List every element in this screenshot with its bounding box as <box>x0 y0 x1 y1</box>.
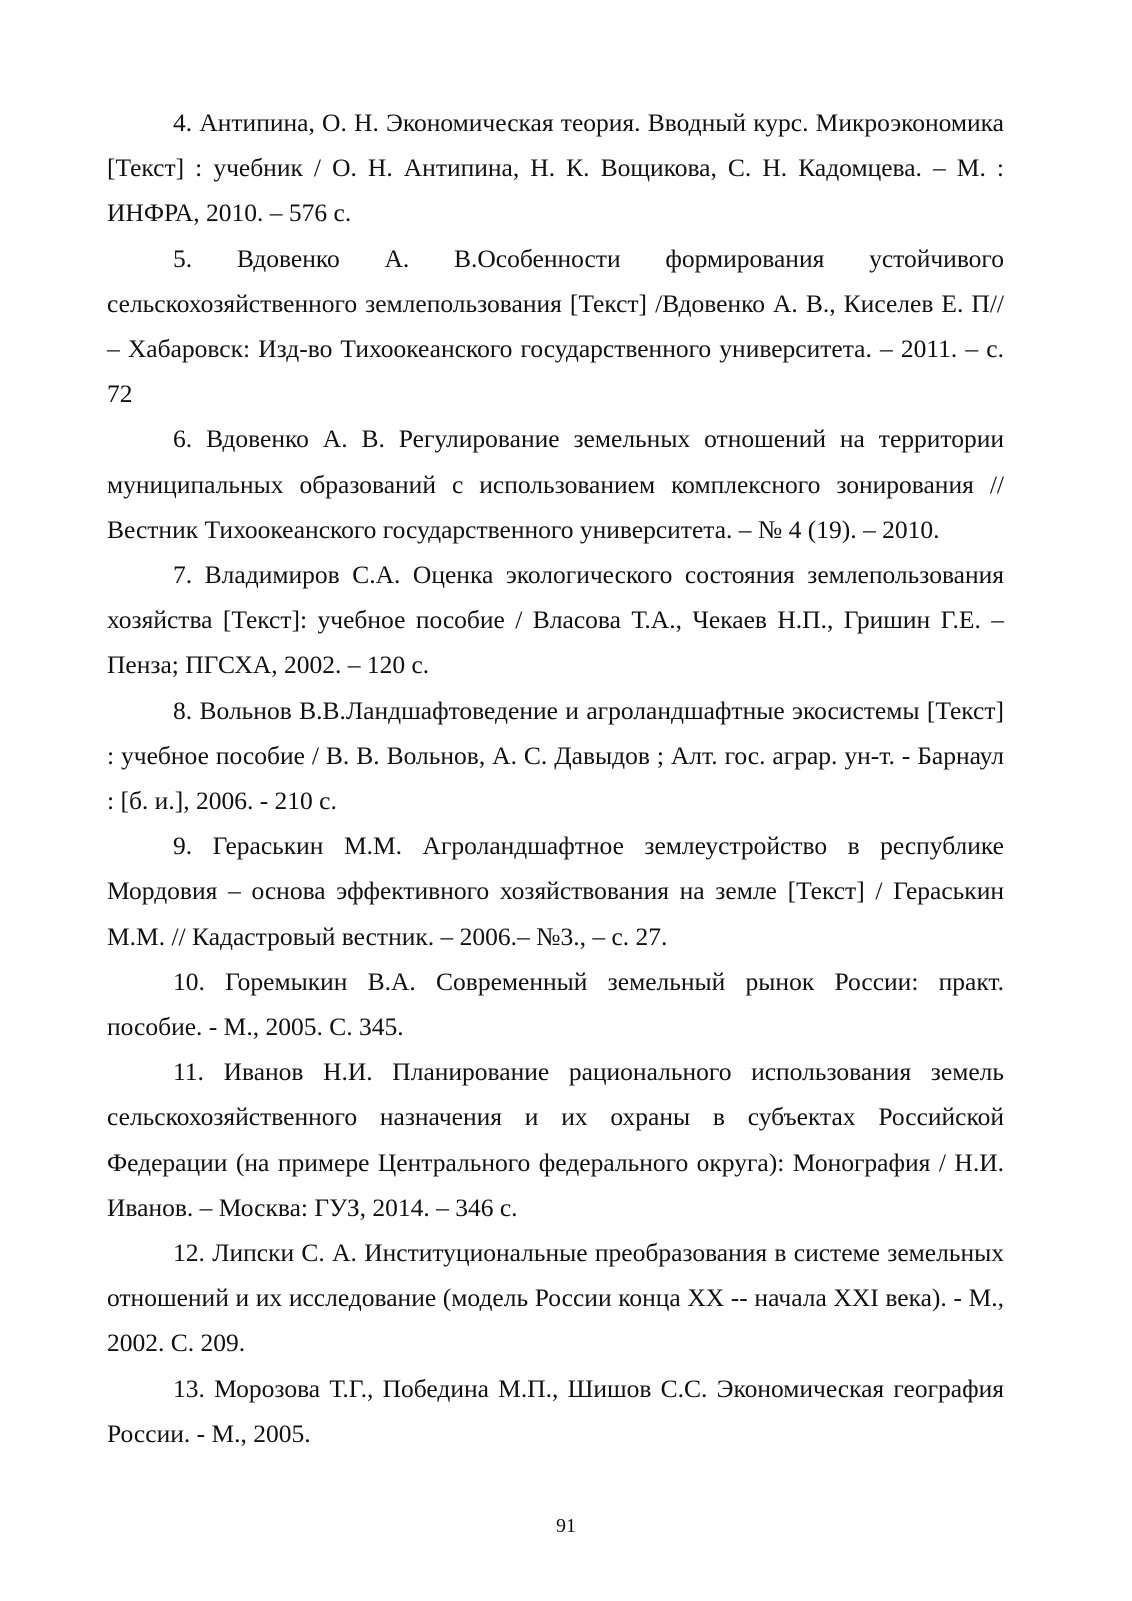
reference-text: Гераськин М.М. Агроландшафтное землеустройство в республике Мордовия – основа эффективного хозяйствования на земле [Текст] / Гераськин М.М. // Кадастровый вестник. – 2006.– №3., – с. 27. <box>107 831 1005 951</box>
reference-item <box>107 552 1004 688</box>
reference-text: Морозова Т.Г., Победина М.П., Шишов С.С. Экономическая география России. - М., 2005. <box>107 1373 1005 1448</box>
reference-number: 10. <box>173 966 205 996</box>
reference-item <box>107 100 1004 236</box>
reference-text: Горемыкин В.А. Современный земельный рынок России: практ. пособие. - М., 2005. С. 345. <box>107 966 1005 1042</box>
reference-number: 11. <box>173 1057 204 1087</box>
reference-item <box>107 236 1004 417</box>
reference-number: 7. <box>173 560 193 590</box>
page-number: 91 <box>556 1515 576 1537</box>
reference-text: Вольнов В.В.Ландшафтоведение и агроландшафтные экосистемы [Текст] : учебное пособие / В. В. Вольнов, А. С. Давыдов ; Алт. гос. аграр. ун-т. - Барнаул : [б. и.], 2006. - 210 с. <box>107 695 1004 816</box>
reference-item <box>107 1049 1004 1230</box>
reference-item <box>107 959 1004 1049</box>
reference-text: Владимиров С.А. Оценка экологического состояния землепользования хозяйства [Текст]: учебное пособие / Власова Т.А., Чекаев Н.П., Гришин Г.Е. – Пенза; ПГСХА, 2002. – 120 с. <box>107 560 1004 680</box>
reference-text: Иванов Н.И. Планирование рационального использования земель сельскохозяйственного назначения и их охраны в субъектах Российской Федерации (на примере Центрального федерального округа): Монография / Н.И. Иванов. – Москва: ГУЗ, 2014. – 346 с. <box>107 1057 1005 1222</box>
reference-text: Липски С. А. Институциональные преобразования в системе земельных отношений и их исследование (модель России конца XX -- начала XXI века). - М., 2002. С. 209. <box>107 1238 1004 1358</box>
reference-number: 12. <box>173 1238 205 1268</box>
reference-number: 8. <box>173 695 193 725</box>
reference-item <box>107 688 1004 824</box>
reference-text: Антипина, О. Н. Экономическая теория. Вводный курс. Микроэкономика [Текст] : учебник / О. Н. Антипина, Н. К. Вощикова, С. Н. Кадомцева. – М. : ИНФРА, 2010. – 576 с. <box>107 108 1004 228</box>
reference-item <box>107 823 1004 959</box>
reference-text: Вдовенко А. В. Регулирование земельных отношений на территории муниципальных образований с использованием комплексного зонирования // Вестник Тихоокеанского государственного университета. – № 4 (19). – 2010. <box>107 424 1005 544</box>
reference-item <box>107 416 1004 552</box>
reference-number: 6. <box>173 424 193 454</box>
reference-number: 4. <box>173 108 193 137</box>
reference-number: 9. <box>173 831 193 861</box>
reference-list <box>107 100 1004 1456</box>
reference-item <box>107 1230 1004 1366</box>
reference-item <box>107 1366 1004 1456</box>
reference-number: 13. <box>173 1373 205 1403</box>
reference-text: Вдовенко А. В.Особенности формирования устойчивого сельскохозяйственного землепользования [Текст] /Вдовенко А. В., Киселев Е. П// – Хабаровск: Изд-во Тихоокеанского государственного университета. – 2011. – с. 72 <box>107 243 1005 409</box>
reference-number: 5. <box>173 243 193 273</box>
